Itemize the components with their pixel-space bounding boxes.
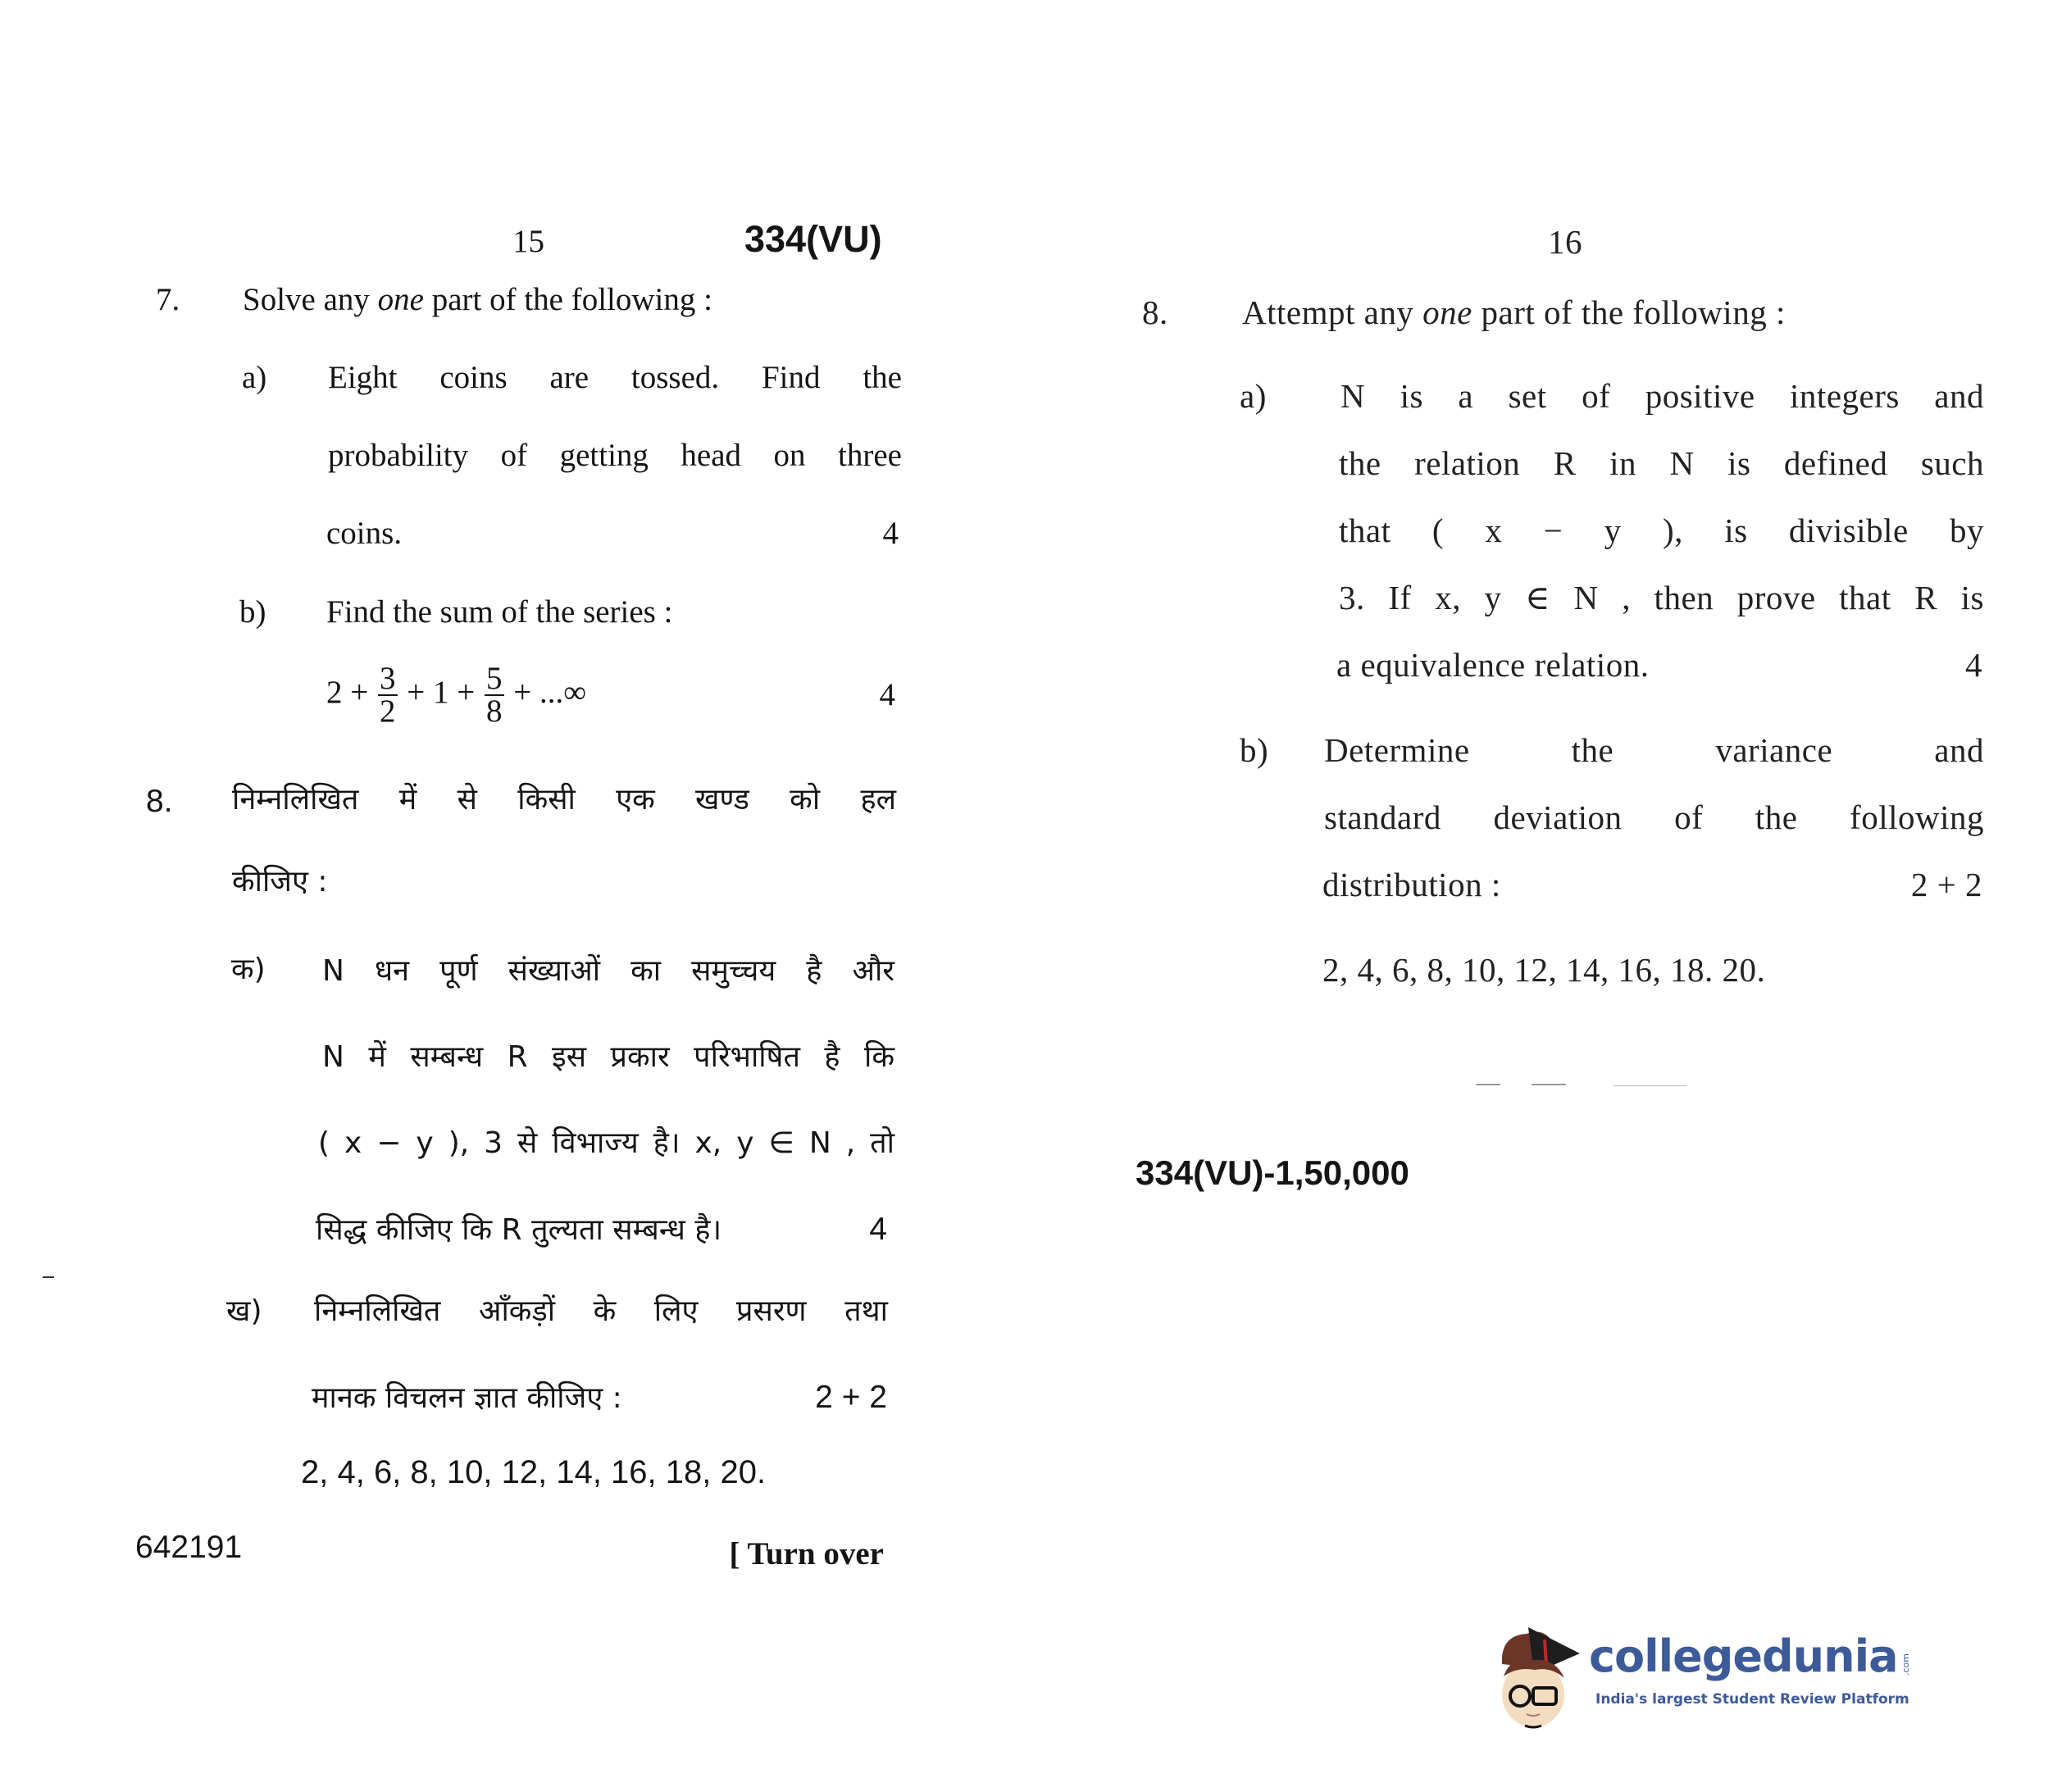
question-line: that ( x − y ), is divisible by bbox=[1339, 512, 1984, 549]
question-number: 7. bbox=[156, 282, 180, 317]
question-line: probability of getting head on three bbox=[328, 438, 902, 473]
question-line: the relation R in N is defined such bbox=[1339, 444, 1984, 482]
marks: 4 bbox=[882, 516, 899, 551]
part-label: a) bbox=[242, 360, 267, 395]
instruction-text: part of the following : bbox=[1472, 293, 1786, 331]
brand-logo bbox=[1589, 1631, 1911, 1682]
question-instruction bbox=[1242, 293, 1786, 331]
question-line: N धन पूर्ण संख्याओं का समुच्चय है और bbox=[322, 954, 894, 988]
page-number-right: 16 bbox=[1548, 223, 1582, 261]
fraction bbox=[485, 661, 504, 730]
instruction-emphasis: one bbox=[1422, 293, 1472, 331]
denominator: 8 bbox=[486, 694, 503, 730]
part-label: a) bbox=[1240, 377, 1267, 415]
question-line: Find the sum of the series : bbox=[326, 594, 673, 630]
brand-logo-text: collegedunia bbox=[1589, 1631, 1898, 1682]
part-label: b) bbox=[1240, 731, 1269, 769]
question-number: 8. bbox=[146, 784, 173, 819]
question-line: निम्नलिखित में से किसी एक खण्ड को हल bbox=[232, 783, 896, 816]
question-line: a equivalence relation. bbox=[1336, 646, 1650, 684]
separator-dash bbox=[1476, 1084, 1500, 1085]
marks: 4 bbox=[869, 1212, 887, 1247]
question-line: Eight coins are tossed. Find the bbox=[328, 360, 902, 395]
question-number: 8. bbox=[1142, 293, 1168, 331]
instruction-text: part of the following : bbox=[423, 282, 712, 317]
part-label: ख) bbox=[226, 1294, 262, 1328]
question-line: distribution : bbox=[1322, 866, 1501, 903]
question-instruction bbox=[243, 281, 712, 319]
instruction-text: Attempt any bbox=[1242, 293, 1423, 331]
instruction-text: Solve any bbox=[243, 282, 378, 317]
question-line-with-marks bbox=[326, 515, 899, 553]
footer-print-run: 334(VU)-1,50,000 bbox=[1136, 1153, 1409, 1192]
data-values: 2, 4, 6, 8, 10, 12, 14, 16, 18, 20. bbox=[301, 1454, 767, 1490]
numerator: 3 bbox=[380, 661, 396, 697]
question-line-with-marks bbox=[1322, 866, 1982, 903]
question-line: N is a set of positive integers and bbox=[1340, 377, 1984, 415]
denominator: 2 bbox=[380, 694, 396, 730]
mascot-logo-icon bbox=[1494, 1619, 1584, 1730]
instruction-emphasis: one bbox=[377, 282, 424, 317]
part-label: क) bbox=[231, 953, 266, 986]
scan-mark bbox=[43, 1276, 54, 1278]
brand-suffix: .com bbox=[1900, 1653, 1911, 1676]
separator-dash bbox=[1532, 1084, 1566, 1085]
question-line: standard deviation of the following bbox=[1324, 798, 1984, 836]
marks: 2 + 2 bbox=[815, 1380, 887, 1415]
series-term: + 1 + bbox=[407, 675, 476, 710]
numerator: 5 bbox=[486, 661, 503, 697]
part-label: b) bbox=[239, 594, 266, 630]
paper-code: 334(VU) bbox=[744, 218, 882, 260]
marks: 4 bbox=[1965, 646, 1982, 684]
question-line-with-marks bbox=[312, 1379, 887, 1417]
question-line: N में सम्बन्ध R इस प्रकार परिभाषित है कि bbox=[322, 1040, 894, 1074]
brand-tagline: India's largest Student Review Platform bbox=[1595, 1691, 1909, 1708]
question-line: कीजिए : bbox=[232, 865, 328, 898]
marks: 2 + 2 bbox=[1910, 866, 1982, 903]
series-expression bbox=[326, 660, 587, 730]
question-line: ( x − y ), 3 से विभाज्य है। x, y ∈ N , तो bbox=[318, 1126, 894, 1160]
series-term: + ...∞ bbox=[513, 675, 587, 710]
page-number-left: 15 bbox=[512, 224, 544, 259]
question-line: मानक विचलन ज्ञात कीजिए : bbox=[312, 1381, 622, 1415]
question-line: Determine the variance and bbox=[1324, 731, 1984, 769]
question-line: 3. If x, y ∈ N , then prove that R is bbox=[1339, 579, 1984, 616]
footer-code: 642191 bbox=[135, 1530, 243, 1565]
turn-over: [ Turn over bbox=[729, 1536, 884, 1571]
series-term: 2 + bbox=[326, 675, 369, 710]
question-line: सिद्ध कीजिए कि R तुल्यता सम्बन्ध है। bbox=[316, 1213, 722, 1247]
separator-dash bbox=[1614, 1085, 1687, 1086]
question-line: निम्नलिखित आँकड़ों के लिए प्रसरण तथा bbox=[314, 1294, 888, 1328]
question-line-with-marks bbox=[316, 1211, 887, 1249]
question-line: coins. bbox=[326, 516, 403, 551]
question-line-with-marks bbox=[1336, 646, 1982, 684]
data-values: 2, 4, 6, 8, 10, 12, 14, 16, 18. 20. bbox=[1322, 951, 1766, 989]
marks: 4 bbox=[879, 677, 895, 712]
fraction bbox=[378, 661, 398, 730]
